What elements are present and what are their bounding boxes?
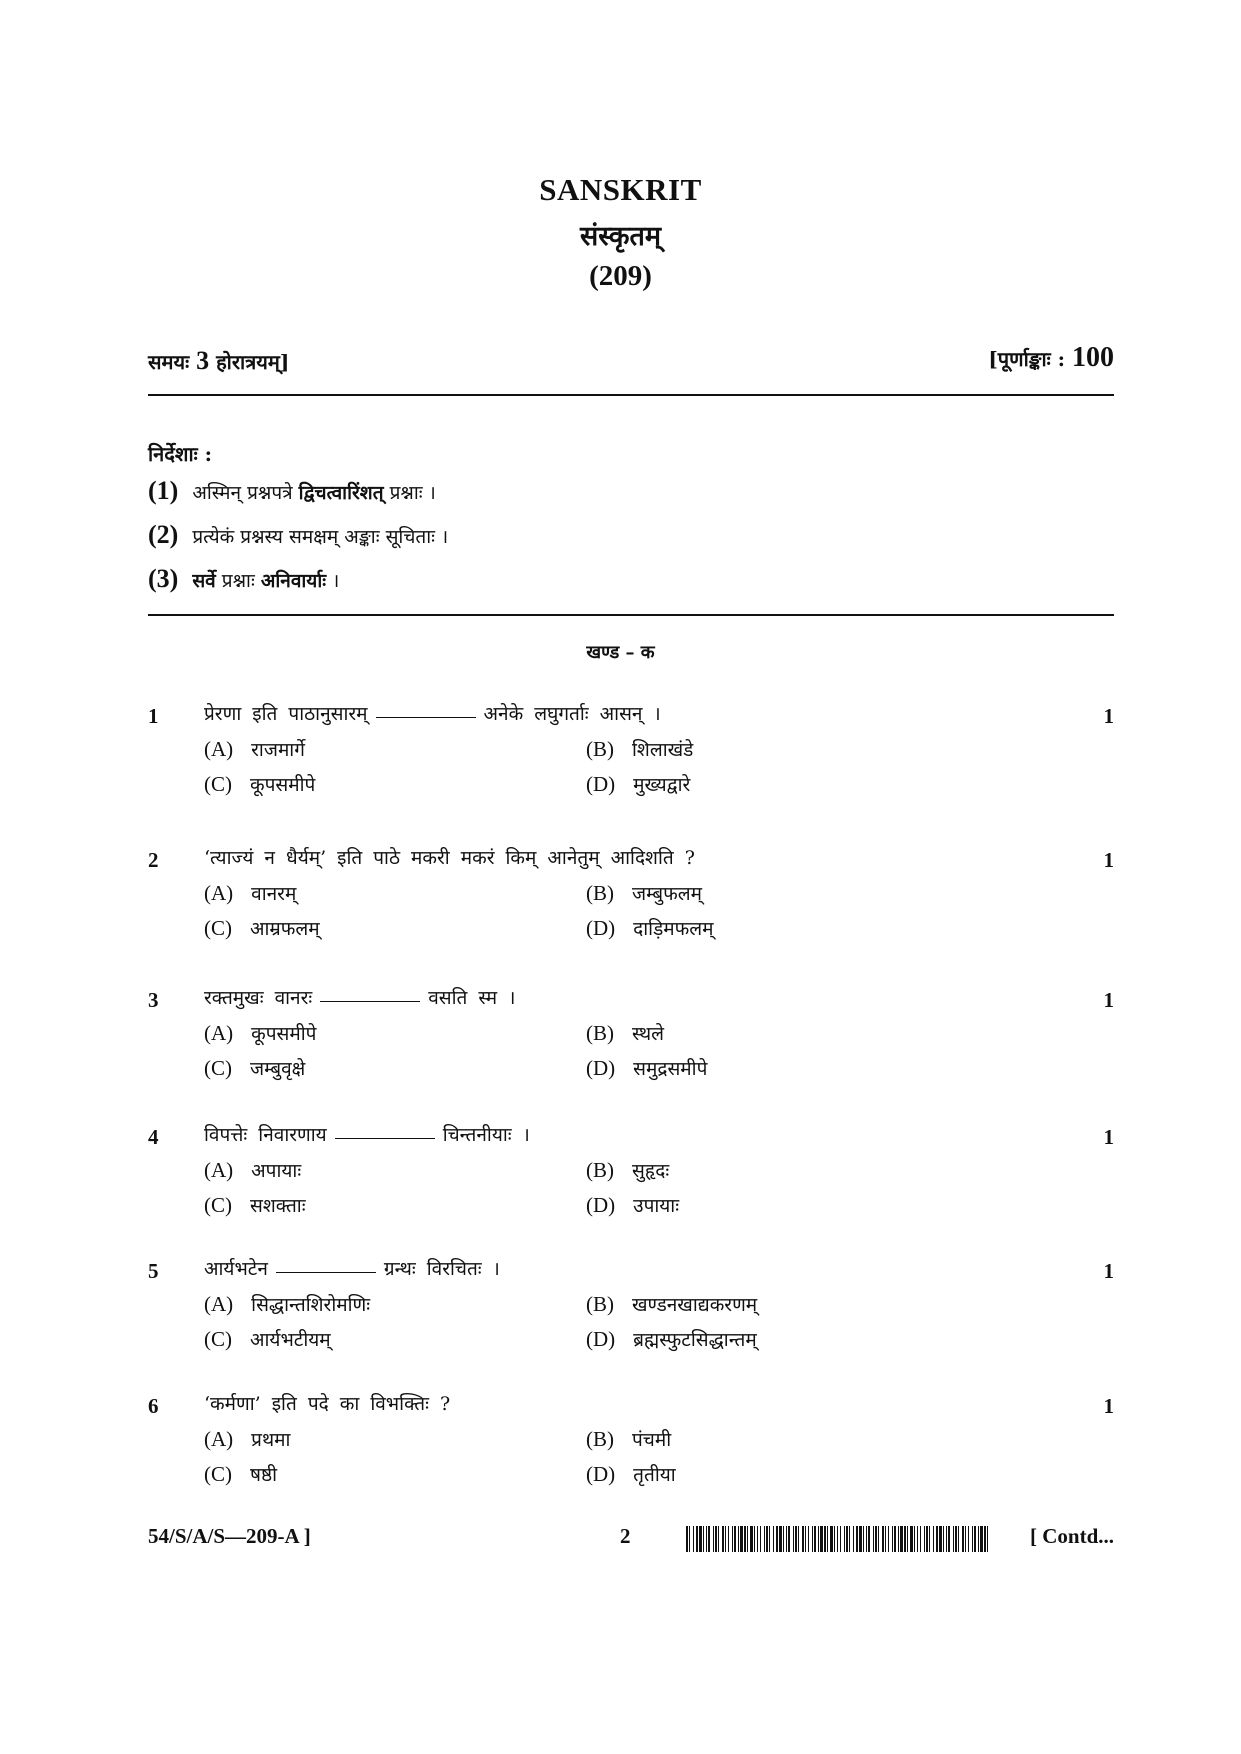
question-number: 6 [148, 1394, 159, 1418]
section-heading: खण्ड – क [586, 642, 655, 663]
option-label: (D) [586, 1056, 616, 1080]
option-label: (C) [204, 916, 232, 940]
option-label: (D) [586, 772, 616, 796]
option-c [204, 1192, 306, 1218]
option-text: सिद्धान्तशिरोमणिः [251, 1294, 371, 1316]
option-text: समुद्रसमीपे [633, 1058, 708, 1080]
instruction-bold-b: अनिवार्याः [260, 570, 327, 592]
question-text-start: प्रेरणा इति पाठानुसारम् [204, 703, 368, 725]
option-a [204, 736, 305, 762]
instruction-text-end: प्रश्नाः । [383, 482, 436, 504]
option-text: उपायाः [633, 1195, 680, 1217]
option-text: जम्बुफलम् [632, 883, 703, 905]
option-text: राजमार्गे [251, 739, 305, 761]
option-label: (A) [204, 1021, 234, 1045]
time-info [148, 346, 289, 376]
question-text: ‘त्याज्यं न धैर्यम्’ इति पाठे मकरी मकरं किम् आनेतुम् आदिशति ? [204, 847, 695, 869]
option-d [586, 1192, 679, 1218]
answer-blank [376, 717, 476, 718]
option-c [204, 1326, 331, 1352]
answer-blank [335, 1138, 435, 1139]
option-label: (B) [586, 1292, 614, 1316]
divider-top [148, 394, 1114, 396]
option-text: प्रथमा [251, 1429, 291, 1451]
question-number: 1 [148, 704, 159, 728]
option-label: (A) [204, 1292, 234, 1316]
option-d [586, 1461, 676, 1487]
option-c [204, 1461, 277, 1487]
option-text: शिलाखंडे [632, 739, 694, 761]
paper-code: 54/S/A/S—209-A ] [148, 1524, 311, 1548]
question-text-start: विपत्तेः निवारणाय [204, 1124, 327, 1146]
instruction-text: प्रत्येकं प्रश्नस्य समक्षम् अङ्काः सूचिताः । [192, 526, 449, 548]
question-1 [148, 700, 1114, 820]
option-text: खण्डनखाद्यकरणम् [632, 1294, 758, 1316]
question-4 [148, 1121, 1114, 1241]
option-a [204, 880, 296, 906]
marks-value: 100 [1072, 342, 1114, 373]
question-text-start: रक्तमुखः वानरः [204, 987, 313, 1009]
option-label: (B) [586, 737, 614, 761]
instruction-number: (3) [148, 564, 179, 593]
answer-blank [276, 1272, 376, 1273]
continued-label: [ Contd... [1029, 1524, 1114, 1548]
option-a [204, 1020, 316, 1046]
option-label: (D) [586, 916, 616, 940]
question-marks: 1 [1103, 848, 1114, 872]
instruction-text-end: । [326, 570, 340, 592]
option-a [204, 1157, 301, 1183]
option-text: जम्बुवृक्षे [250, 1058, 306, 1080]
option-text: दाड़िमफलम् [633, 918, 714, 940]
option-label: (B) [586, 1158, 614, 1182]
question-number: 3 [148, 988, 159, 1012]
instructions-heading: निर्देशाः : [148, 442, 213, 466]
option-label: (C) [204, 1056, 232, 1080]
divider-bottom [148, 614, 1114, 616]
option-b [586, 1020, 664, 1046]
option-label: (D) [586, 1193, 616, 1217]
time-unit: होरात्रयम्] [216, 350, 290, 374]
option-text: सुहृदः [632, 1160, 670, 1182]
option-d [586, 1055, 707, 1081]
question-text-start: आर्यभटेन [204, 1258, 268, 1280]
option-text: तृतीया [633, 1464, 676, 1486]
option-label: (A) [204, 881, 234, 905]
option-b [586, 1157, 669, 1183]
option-label: (D) [586, 1327, 616, 1351]
instruction-number: (1) [148, 476, 179, 505]
option-text: कूपसमीपे [251, 1023, 317, 1045]
question-marks: 1 [1103, 1394, 1114, 1418]
option-b [586, 1291, 757, 1317]
option-text: आर्यभटीयम् [250, 1329, 331, 1351]
option-label: (A) [204, 1158, 234, 1182]
instruction-1 [148, 476, 436, 510]
question-text [204, 1255, 500, 1281]
option-a [204, 1426, 290, 1452]
question-number: 5 [148, 1259, 159, 1283]
option-d [586, 915, 714, 941]
option-label: (D) [586, 1462, 616, 1486]
option-d [586, 1326, 757, 1352]
question-number: 2 [148, 848, 159, 872]
option-label: (C) [204, 1193, 232, 1217]
option-label: (B) [586, 1427, 614, 1451]
exam-meta-row [148, 342, 1114, 382]
question-2 [148, 844, 1114, 964]
option-label: (B) [586, 1021, 614, 1045]
option-b [586, 736, 693, 762]
instruction-2 [148, 520, 448, 554]
question-text-end: अनेके लघुगर्ताः आसन् । [483, 703, 661, 725]
question-5 [148, 1255, 1114, 1375]
marks-label: [पूर्णाङ्काः : [988, 347, 1066, 371]
question-3 [148, 984, 1114, 1104]
question-text [204, 1121, 530, 1147]
option-text: अपायाः [251, 1160, 302, 1182]
page-number: 2 [620, 1524, 631, 1548]
question-text-end: ग्रन्थः विरचितः । [383, 1258, 500, 1280]
question-marks: 1 [1103, 1259, 1114, 1283]
option-label: (B) [586, 881, 614, 905]
option-label: (C) [204, 1462, 232, 1486]
question-6 [148, 1390, 1114, 1510]
time-label: समयः [148, 350, 190, 374]
subject-code: (209) [589, 260, 652, 292]
title-sanskrit: संस्कृतम् [579, 221, 662, 252]
option-text: ब्रह्मस्फुटसिद्धान्तम् [633, 1329, 757, 1351]
option-label: (C) [204, 772, 232, 796]
question-text-end: वसति स्म । [428, 987, 516, 1009]
option-label: (C) [204, 1327, 232, 1351]
question-number: 4 [148, 1125, 159, 1149]
question-text-end: चिन्तनीयाः । [442, 1124, 530, 1146]
barcode-icon [686, 1526, 988, 1552]
title-english: SANSKRIT [539, 172, 702, 207]
instruction-bold-a: सर्वे [192, 570, 216, 592]
option-b [586, 880, 702, 906]
option-a [204, 1291, 370, 1317]
page-footer [148, 1522, 1114, 1558]
instruction-number: (2) [148, 520, 179, 549]
option-b [586, 1426, 671, 1452]
option-text: आम्रफलम् [250, 918, 320, 940]
option-text: षष्ठी [250, 1464, 278, 1486]
option-c [204, 915, 320, 941]
instruction-text: प्रश्नाः [215, 570, 261, 592]
time-value: 3 [196, 346, 210, 375]
instruction-text: अस्मिन् प्रश्नपत्रे [192, 482, 299, 504]
option-c [204, 1055, 305, 1081]
option-text: पंचमी [632, 1429, 672, 1451]
option-text: कूपसमीपे [250, 774, 316, 796]
marks-info [988, 342, 1114, 374]
question-text [204, 700, 661, 726]
option-text: वानरम् [251, 883, 297, 905]
option-label: (A) [204, 1427, 234, 1451]
question-text: ‘कर्मणा’ इति पदे का विभक्तिः ? [204, 1393, 451, 1415]
question-marks: 1 [1103, 1125, 1114, 1149]
instruction-bold: द्विचत्वारिंशत् [298, 482, 384, 504]
question-text [204, 984, 515, 1010]
option-text: मुख्यद्वारे [633, 774, 691, 796]
option-text: स्थले [632, 1023, 665, 1045]
answer-blank [320, 1001, 420, 1002]
option-d [586, 771, 690, 797]
instruction-3 [148, 564, 339, 598]
option-c [204, 771, 315, 797]
question-marks: 1 [1103, 704, 1114, 728]
option-label: (A) [204, 737, 234, 761]
question-marks: 1 [1103, 988, 1114, 1012]
option-text: सशक्ताः [250, 1195, 306, 1217]
